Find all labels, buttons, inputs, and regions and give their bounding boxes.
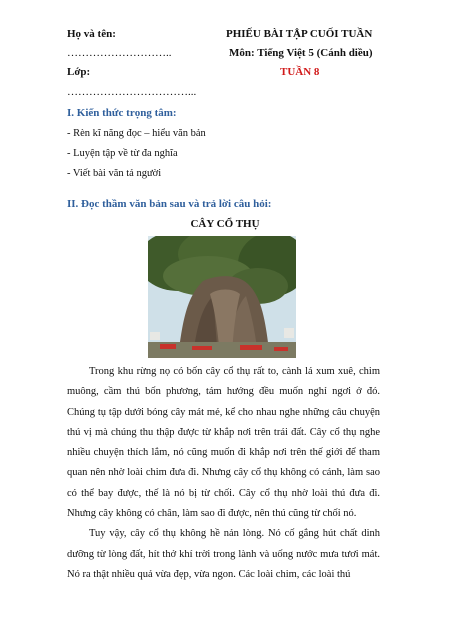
story-paragraph: Trong khu rừng nọ có bốn cây cổ thụ rất to, cành lá xum xuê, chim muông, cầm thú bốn phương, tám hướng đều muốn nghỉ ngơi ở đó. Chúng tụ tập dưới bóng cây mát mẻ, kể cho nhau nghe những câu chuyện thú vị mà chúng thu thập được từ khắp nơi trên trái đất. Cây cổ thụ nghe nhiều chuyện thích lắm, nó cũng muốn đi khắp nơi trên thế giới để tham quan nên nhờ loài chim đưa đi. Nhưng cây cổ thụ không có cánh, làm sao có thể bay được, thế là nó bị từ chối. Cây cổ thụ nhờ loài thú đưa đi. Nhưng cây không có chân, làm sao đi được, nên thú cũng từ chối nó. <box>67 366 380 520</box>
name-label: Họ và tên: <box>67 28 116 40</box>
class-dots: ……………………………... <box>67 86 197 98</box>
section1-item: - Luyện tập về từ đa nghĩa <box>67 148 178 159</box>
tree-photo <box>148 236 296 358</box>
week-label: TUẦN 8 <box>280 66 320 78</box>
section2-title: II. Đọc thầm văn bản sau và trả lời câu hỏi: <box>67 198 272 210</box>
story-paragraph: Tuy vậy, cây cổ thụ không hề nản lòng. Nó cố gắng hút chất dinh dưỡng từ lòng đất, hít thở khí trời trong lành và uống nước mưa tươi mát. Nó ra thật nhiều quả vừa đẹp, vừa ngon. Các loài chim, các loài thú <box>67 528 380 580</box>
subject-line: Môn: Tiếng Việt 5 (Cánh diều) <box>229 47 373 59</box>
worksheet-title: PHIẾU BÀI TẬP CUỐI TUẦN <box>226 28 373 40</box>
section1-item: - Viết bài văn tả người <box>67 168 162 179</box>
name-dots: ……………………….. <box>67 47 172 59</box>
story-body <box>67 362 380 585</box>
class-label: Lớp: <box>67 66 91 78</box>
story-title: CÂY CỔ THỤ <box>190 218 260 230</box>
section1-item: - Rèn kĩ năng đọc – hiểu văn bản <box>67 128 206 139</box>
section1-title: I. Kiến thức trọng tâm: <box>67 107 177 119</box>
